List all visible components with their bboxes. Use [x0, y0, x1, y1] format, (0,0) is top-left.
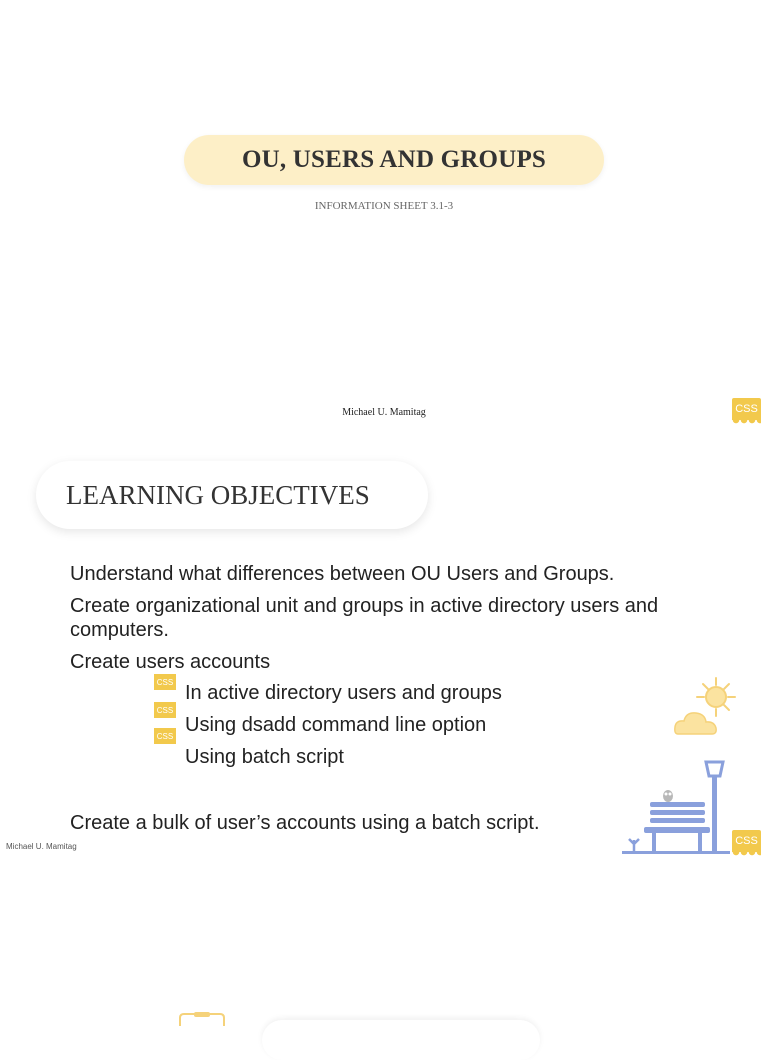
street-lamp-icon: [712, 774, 717, 852]
css-bullet-icon: CSS: [154, 674, 176, 690]
next-slide-partial: [0, 860, 768, 1024]
title-slide: [0, 0, 768, 430]
objective-item: Create users accounts: [70, 651, 271, 673]
author-name: Michael U. Mamitag: [342, 407, 426, 418]
sub-objective-item: Using dsadd command line option: [185, 714, 487, 736]
author-name: Michael U. Mamitag: [6, 842, 77, 851]
objectives-heading: LEARNING OBJECTIVES: [66, 479, 370, 510]
objective-item: Create a bulk of user’s accounts using a batch script.: [70, 812, 540, 834]
sub-objective-item: In active directory users and groups: [185, 682, 502, 704]
objective-item: Create organizational unit and groups in active directory users and computers.: [70, 595, 659, 641]
slide-title: OU, USERS AND GROUPS: [241, 146, 547, 173]
slide-subtitle: INFORMATION SHEET 3.1-3: [314, 200, 454, 212]
objective-item: Understand what differences between OU Users and Groups.: [70, 563, 615, 585]
owl-icon: [663, 790, 673, 802]
heading-pill: [262, 1020, 540, 1060]
css-badge: CSS: [732, 398, 761, 420]
css-bullet-icon: CSS: [154, 728, 176, 744]
title-pill: [184, 135, 604, 185]
sun-cloud-icon: [672, 676, 742, 738]
css-bullet-icon: CSS: [154, 702, 176, 718]
css-badge: CSS: [732, 830, 761, 852]
sub-objective-item: Using batch script: [185, 746, 344, 768]
objectives-slide: [0, 430, 768, 860]
objectives-heading-pill: [36, 461, 428, 529]
park-bench-icon: [620, 760, 732, 856]
